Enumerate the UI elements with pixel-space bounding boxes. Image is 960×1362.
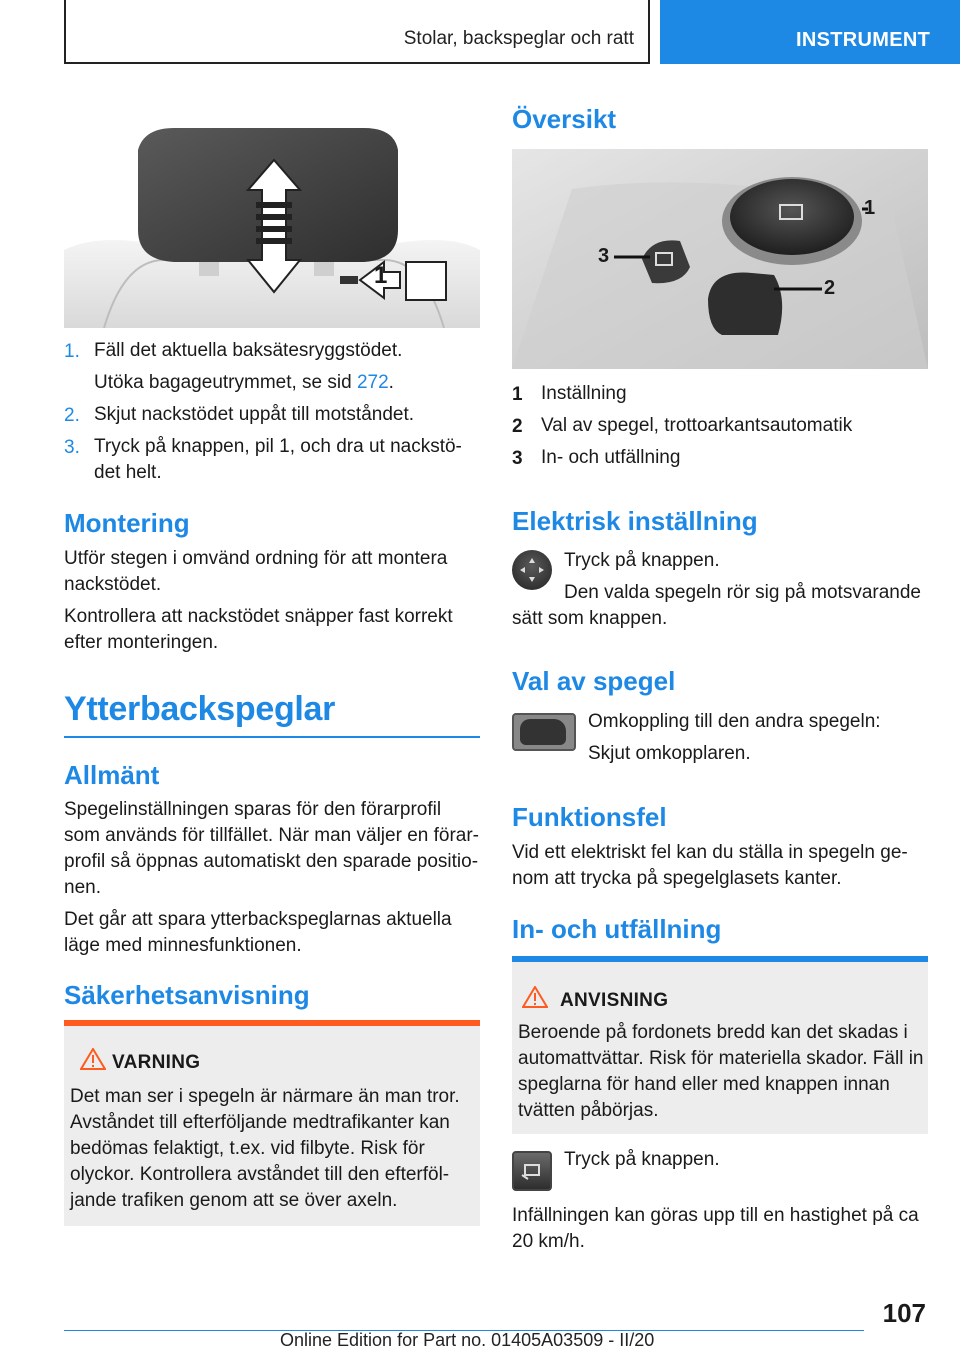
paragraph-line: efter monteringen. (64, 632, 219, 653)
oversikt-heading: Översikt (512, 104, 617, 134)
paragraph-line: Utför stegen i omvänd ordning för att montera (64, 548, 448, 569)
step-1-subtext-period: . (388, 372, 394, 393)
step-text: Skjut nackstödet uppåt till motståndet. (94, 404, 415, 425)
paragraph-line: 20 km/h. (512, 1231, 585, 1252)
step-text: Fäll det aktuella baksätesryggstödet. (94, 340, 403, 361)
note-line: speglarna för hand eller med knappen innan (518, 1074, 890, 1095)
paragraph-line: Spegelinställningen sparas för den förarprofil (64, 799, 442, 820)
note-line: Beroende på fordonets bredd kan det skadas i (518, 1022, 908, 1043)
step-1-subtext (94, 370, 394, 396)
allmant-heading: Allmänt (64, 760, 160, 790)
step-1-subtext-text: Utöka bagageutrymmet, se sid (94, 372, 357, 393)
figure-callout-1: 1 (374, 262, 388, 289)
heading-rule (64, 736, 480, 738)
step-number: 3. (64, 437, 80, 458)
val-heading: Val av spegel (512, 666, 676, 696)
paragraph-line: sätt som knappen. (512, 608, 668, 629)
warning-box (64, 1020, 480, 1226)
warning-line: olyckor. Kontrollera avståndet till den efterföl- (70, 1164, 450, 1185)
note-line: automattvättar. Risk för materiella skador. Fäll in (518, 1048, 924, 1069)
paragraph-line: Tryck på knappen. (564, 1149, 720, 1170)
funktionsfel-heading: Funktionsfel (512, 802, 667, 832)
paragraph-line: nom att trycka på spegelglasets kanter. (512, 868, 842, 889)
headrest-figure (64, 110, 480, 328)
legend-number: 3 (512, 448, 523, 469)
note-box (512, 956, 928, 1134)
warning-line: Det man ser i spegeln är närmare än man tror. (70, 1086, 460, 1107)
step-number: 2. (64, 405, 80, 426)
header-section-label: Stolar, backspeglar och ratt (403, 28, 634, 49)
paragraph-line: Infällningen kan göras upp till en hastighet på ca (512, 1205, 919, 1226)
mirror-controls-figure (512, 149, 928, 369)
warning-line: Avståndet till efterföljande medtrafikanter kan (70, 1112, 450, 1133)
legend-number: 2 (512, 416, 523, 437)
paragraph-line: Vid ett elektriskt fel kan du ställa in spegeln ge- (512, 842, 908, 863)
warning-line: bedömas felaktigt, t.ex. vid filbyte. Risk för (70, 1138, 425, 1159)
fold-mirror-button-icon (512, 1151, 552, 1191)
edition-label: Online Edition for Part no. 01405A03509 - II/20 (280, 1330, 655, 1350)
figure-callout-3: 3 (598, 245, 610, 267)
paragraph-line: nen. (64, 877, 101, 898)
figure-callout-1: 1 (864, 197, 876, 219)
paragraph-line: profil så öppnas automatiskt den sparade positio- (64, 851, 479, 872)
page-number: 107 (882, 1298, 926, 1328)
legend-text: Val av spegel, trottoarkantsautomatik (541, 415, 853, 436)
legend-text: In- och utfällning (541, 447, 681, 468)
warning-title: VARNING (112, 1052, 201, 1073)
mirror-adjust-knob-icon (512, 550, 552, 590)
elektrisk-heading: Elektrisk inställning (512, 506, 758, 536)
note-line: tvätten påbörjas. (518, 1100, 659, 1121)
legend-number: 1 (512, 384, 523, 405)
legend-text: Inställning (541, 383, 627, 404)
step-3-continuation: det helt. (94, 462, 162, 483)
warning-triangle-icon (80, 1048, 106, 1070)
paragraph-line: Kontrollera att nackstödet snäpper fast korrekt (64, 606, 453, 627)
header-chapter-label: INSTRUMENT (796, 29, 931, 51)
paragraph-line: Det går att spara ytterbackspeglarnas aktuella (64, 909, 452, 930)
figure-callout-2: 2 (824, 277, 836, 299)
sakerhet-heading: Säkerhetsanvisning (64, 980, 310, 1010)
infallning-heading: In- och utfällning (512, 914, 722, 944)
paragraph-line: nackstödet. (64, 574, 162, 595)
main-heading: Ytterbackspeglar (64, 690, 336, 728)
paragraph-line: Den valda spegeln rör sig på motsvarande (564, 582, 921, 603)
warning-line: jande trafiken genom att se över axeln. (70, 1190, 398, 1211)
paragraph-line: Skjut omkopplaren. (588, 743, 751, 764)
mirror-select-switch-icon (512, 713, 576, 751)
paragraph-line: Tryck på knappen. (564, 550, 720, 571)
paragraph-line: läge med minnesfunktionen. (64, 935, 302, 956)
header-chapter[interactable] (660, 0, 960, 64)
paragraph-line: Omkoppling till den andra spegeln: (588, 711, 881, 732)
caution-triangle-icon (522, 986, 548, 1008)
step-number: 1. (64, 341, 80, 362)
montering-heading: Montering (64, 508, 190, 538)
page-link-272[interactable]: 272 (356, 372, 389, 393)
header-section (64, 0, 650, 64)
paragraph-line: som används för tillfället. När man väljer en förar- (64, 825, 479, 846)
step-text: Tryck på knappen, pil 1, och dra ut nackstö- (94, 436, 462, 457)
note-title: ANVISNING (560, 990, 669, 1011)
